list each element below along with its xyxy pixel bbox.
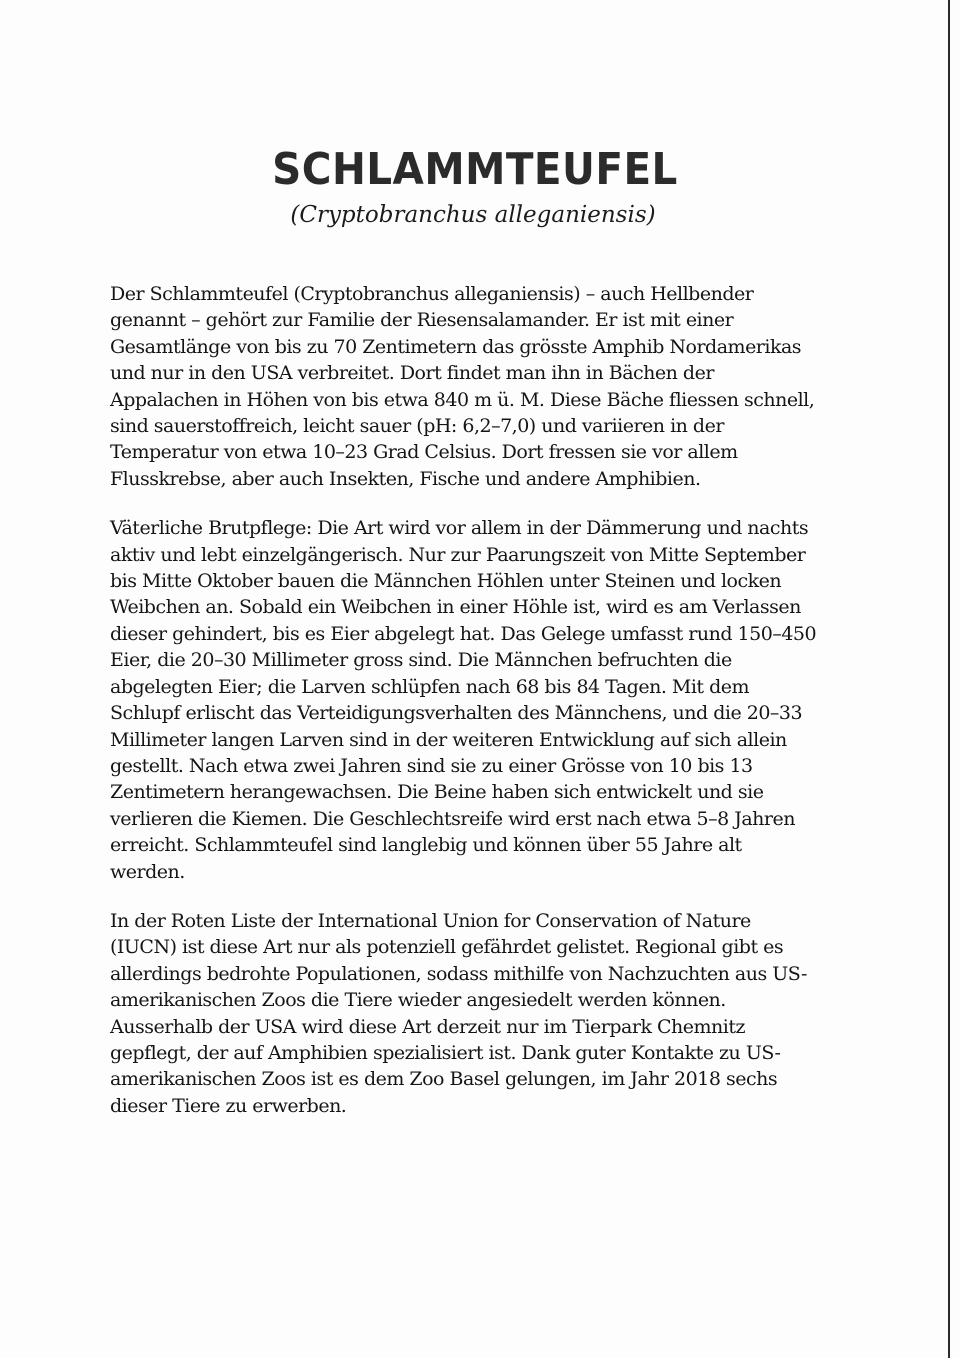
text-line: (IUCN) ist diese Art nur als potenziell gefährdet gelistet. Regional gibt es bbox=[110, 936, 784, 959]
text-line: dieser gehindert, bis es Eier abgelegt hat. Das Gelege umfasst rund 150–450 bbox=[110, 622, 817, 645]
text-line: Der Schlammteufel (Cryptobranchus alleganiensis) – auch Hellbender bbox=[110, 283, 754, 305]
text-line: Schlupf erlischt das Verteidigungsverhalten des Männchens, und die 20–33 bbox=[110, 702, 803, 725]
text-line: sind sauerstoffreich, leicht sauer (pH: 6,2–7,0) und variieren in der bbox=[110, 415, 724, 438]
paragraph-brood-care bbox=[110, 515, 850, 885]
text-line: Väterliche Brutpflege: Die Art wird vor allem in der Dämmerung und nachts bbox=[110, 517, 809, 540]
text-line: Eier, die 20–30 Millimeter gross sind. Die Männchen befruchten die bbox=[110, 649, 732, 672]
text-line: amerikanischen Zoos die Tiere wieder angesiedelt werden können. bbox=[110, 989, 726, 1012]
text-line: Flusskrebse, aber auch Insekten, Fische und andere Amphibien. bbox=[110, 467, 701, 490]
text-line: genannt – gehört zur Familie der Riesensalamander. Er ist mit einer bbox=[110, 309, 734, 332]
paragraph-conservation bbox=[110, 908, 850, 1119]
text-line: erreicht. Schlammteufel sind langlebig und können über 55 Jahre alt bbox=[110, 834, 742, 857]
text-line: gepflegt, der auf Amphibien spezialisiert ist. Dank guter Kontakte zu US- bbox=[110, 1041, 781, 1064]
text-line: Zentimetern herangewachsen. Die Beine haben sich entwickelt und sie bbox=[110, 781, 764, 804]
text-line: amerikanischen Zoos ist es dem Zoo Basel gelungen, im Jahr 2018 sechs bbox=[110, 1068, 778, 1091]
page-edge-line bbox=[948, 0, 950, 1358]
text-line: dieser Tiere zu erwerben. bbox=[110, 1094, 347, 1117]
scientific-name-subtitle: (Cryptobranchus alleganiensis) bbox=[290, 202, 656, 228]
page-title: SCHLAMMTEUFEL bbox=[272, 144, 678, 195]
text-line: aktiv und lebt einzelgängerisch. Nur zur Paarungszeit von Mitte September bbox=[110, 543, 806, 566]
text-line: verlieren die Kiemen. Die Geschlechtsreife wird erst nach etwa 5–8 Jahren bbox=[110, 807, 795, 830]
text-line: bis Mitte Oktober bauen die Männchen Höhlen unter Steinen und locken bbox=[110, 570, 782, 593]
text-line: Gesamtlänge von bis zu 70 Zentimetern das grösste Amphib Nordamerikas bbox=[110, 335, 802, 358]
text-line: Appalachen in Höhen von bis etwa 840 m ü. M. Diese Bäche fliessen schnell, bbox=[110, 388, 815, 411]
text-line: Temperatur von etwa 10–23 Grad Celsius. Dort fressen sie vor allem bbox=[110, 441, 738, 464]
text-line: werden. bbox=[110, 860, 185, 883]
body-text bbox=[110, 281, 850, 1142]
text-line: In der Roten Liste der International Union for Conservation of Nature bbox=[110, 909, 751, 932]
text-line: und nur in den USA verbreitet. Dort findet man ihn in Bächen der bbox=[110, 362, 714, 385]
text-line: gestellt. Nach etwa zwei Jahren sind sie zu einer Grösse von 10 bis 13 bbox=[110, 754, 753, 777]
text-line: abgelegten Eier; die Larven schlüpfen nach 68 bis 84 Tagen. Mit dem bbox=[110, 675, 750, 698]
paragraph-habitat bbox=[110, 281, 850, 492]
text-line: Ausserhalb der USA wird diese Art derzeit nur im Tierpark Chemnitz bbox=[110, 1015, 745, 1038]
text-line: Millimeter langen Larven sind in der weiteren Entwicklung auf sich allein bbox=[110, 728, 787, 751]
text-line: allerdings bedrohte Populationen, sodass mithilfe von Nachzuchten aus US- bbox=[110, 962, 807, 985]
text-line: Weibchen an. Sobald ein Weibchen in einer Höhle ist, wird es am Verlassen bbox=[110, 596, 801, 619]
